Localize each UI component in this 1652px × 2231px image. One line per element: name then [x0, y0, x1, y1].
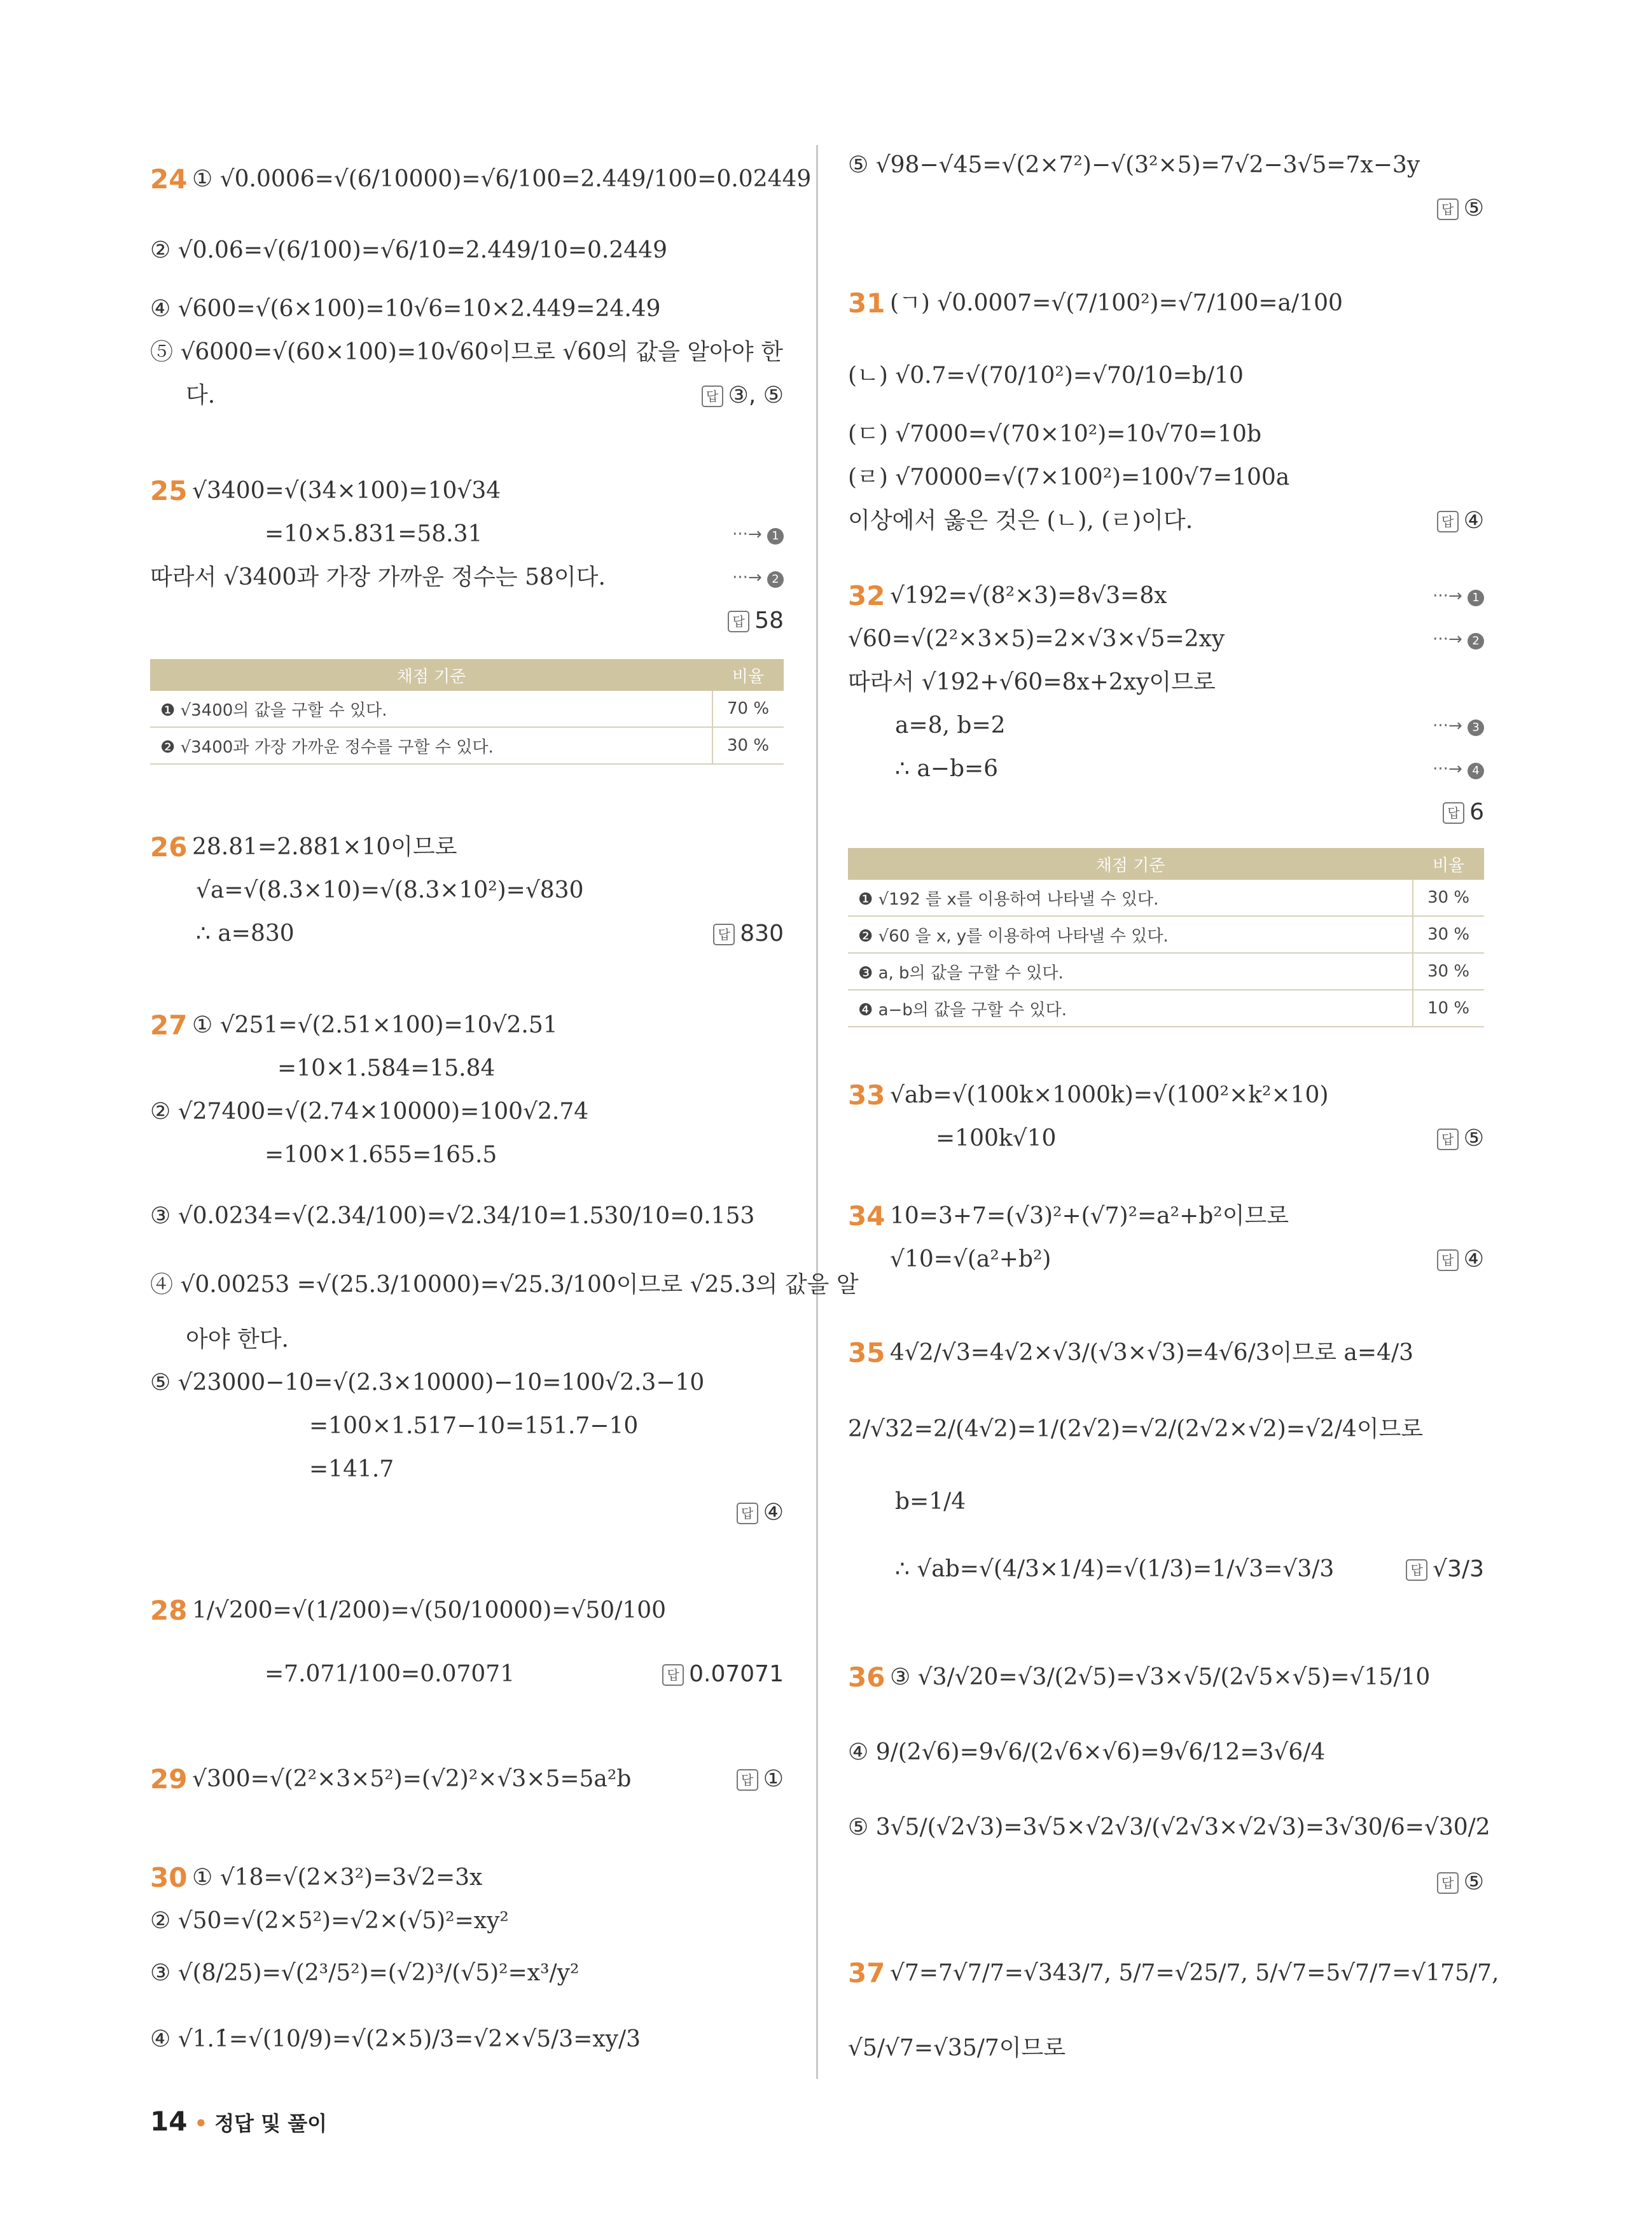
- problem-number: 34: [848, 1200, 885, 1232]
- answer-label: 답 √3/3: [1406, 1549, 1484, 1590]
- solution-line: √300=√(2²×3×5²)=(√2)²×√3×5=5a²b: [192, 1766, 632, 1792]
- solution-line: √7=7√7/7=√343/7, 5/7=√25/7, 5/√7=5√7/7=√175/7,: [890, 1960, 1499, 1986]
- step-marker: ···→ 1: [1433, 576, 1484, 616]
- answer-label: 답 58: [728, 601, 784, 641]
- answer-label: 답 ⑤: [1437, 188, 1484, 229]
- solution-line: √5/√7=√35/7이므로: [848, 2035, 1066, 2061]
- solution-line: ∴ a=830: [196, 921, 295, 947]
- solution-line: ④ √0.00253 =√(25.3/10000)=√25.3/100이므로 √25.3의 값을 알: [150, 1272, 859, 1298]
- solution-line: ⑤ √98−√45=√(2×7²)−√(3²×5)=7√2−3√5=7x−3y: [848, 152, 1420, 178]
- solution-line: =10×1.584=15.84: [277, 1055, 496, 1081]
- problem-number: 24: [150, 163, 188, 195]
- answer-label: 답 0.07071: [662, 1654, 784, 1695]
- problem-number: 30: [150, 1862, 188, 1893]
- solution-line: =7.071/100=0.07071: [265, 1661, 515, 1687]
- solution-line: 따라서 √3400과 가장 가까운 정수는 58이다.: [150, 564, 606, 590]
- solution-line: 10=3+7=(√3)²+(√7)²=a²+b²이므로: [890, 1203, 1289, 1229]
- answer-label: 답 ①: [737, 1759, 784, 1800]
- problem-number: 27: [150, 1010, 188, 1041]
- problem-number: 36: [848, 1662, 885, 1693]
- page-footer: [150, 2106, 327, 2137]
- problem-number: 26: [150, 831, 188, 863]
- solution-line: 28.81=2.881×10이므로: [192, 834, 457, 860]
- step-marker: ···→ 4: [1433, 749, 1484, 789]
- step-marker: ···→ 2: [1433, 619, 1484, 660]
- solution-line: 따라서 √192+√60=8x+2xy이므로: [848, 669, 1216, 695]
- table-header: 채점 기준: [150, 659, 712, 691]
- answer-icon: 답: [737, 1503, 758, 1524]
- solution-line: 1/√200=√(1/200)=√(50/10000)=√50/100: [192, 1597, 667, 1623]
- answer-icon: 답: [1437, 1129, 1459, 1150]
- problem-number: 37: [848, 1957, 885, 1989]
- solution-line: (ㄹ) √70000=√(7×100²)=100√7=100a: [848, 464, 1290, 490]
- table-row: ❹ a−b의 값을 구할 수 있다. 10 %: [848, 990, 1484, 1027]
- solution-line: ∴ √ab=√(4/3×1/4)=√(1/3)=1/√3=√3/3: [895, 1556, 1335, 1582]
- answer-icon: 답: [1437, 1872, 1459, 1894]
- answer-label: 답 ④: [737, 1492, 784, 1533]
- table-row: ❸ a, b의 값을 구할 수 있다. 30 %: [848, 953, 1484, 990]
- solution-line: (ㄷ) √7000=√(70×10²)=10√70=10b: [848, 421, 1262, 447]
- footer-separator: •: [194, 2111, 208, 2136]
- table-row: ❷ √3400과 가장 가까운 정수를 구할 수 있다. 30 %: [150, 727, 784, 764]
- problem-number: 31: [848, 288, 885, 319]
- answer-icon: 답: [737, 1769, 758, 1791]
- solution-line: =100×1.655=165.5: [265, 1142, 497, 1168]
- answer-icon: 답: [728, 611, 749, 632]
- answer-icon: 답: [1406, 1559, 1427, 1581]
- solution-line: (ㄱ) √0.0007=√(7/100²)=√7/100=a/100: [890, 290, 1343, 316]
- problem-number: 32: [848, 580, 885, 611]
- solution-line: 2/√32=2/(4√2)=1/(2√2)=√2/(2√2×√2)=√2/4이므로: [848, 1416, 1424, 1442]
- solution-line: ③ √0.0234=√(2.34/100)=√2.34/10=1.530/10=0.153: [150, 1203, 755, 1229]
- solution-line: ② √0.06=√(6/100)=√6/10=2.449/10=0.2449: [150, 237, 667, 263]
- problem-number: 33: [848, 1080, 885, 1111]
- table-header: 비율: [1413, 848, 1484, 880]
- answer-label: 답 ③, ⑤: [702, 375, 784, 416]
- solution-line: =100×1.517−10=151.7−10: [309, 1413, 639, 1439]
- solution-line: b=1/4: [895, 1489, 966, 1515]
- answer-icon: 답: [662, 1664, 684, 1686]
- problem-number: 35: [848, 1337, 885, 1368]
- answer-icon: 답: [713, 924, 735, 945]
- solution-line: √192=√(8²×3)=8√3=8x: [890, 583, 1167, 609]
- problem-number: 28: [150, 1595, 188, 1626]
- answer-icon: 답: [1437, 1249, 1459, 1271]
- solution-line: ① √0.0006=√(6/10000)=√6/100=2.449/100=0.02449: [192, 166, 812, 192]
- solution-line: (ㄴ) √0.7=√(70/10²)=√70/10=b/10: [848, 363, 1244, 389]
- grading-table: [848, 848, 1484, 1027]
- solution-line: √ab=√(100k×1000k)=√(100²×k²×10): [890, 1082, 1329, 1108]
- step-marker: ···→ 3: [1433, 705, 1484, 746]
- solution-line: 아야 한다.: [186, 1326, 289, 1352]
- table-header: 비율: [712, 659, 784, 691]
- solution-line: ③ √3/√20=√3/(2√5)=√3×√5/(2√5×√5)=√15/10: [890, 1664, 1431, 1690]
- table-row: ❶ √192 를 x를 이용하여 나타낼 수 있다. 30 %: [848, 880, 1484, 916]
- answer-label: 답 ⑤: [1437, 1118, 1484, 1159]
- footer-title: 정답 및 풀이: [214, 2111, 328, 2136]
- solution-line: =100k√10: [936, 1125, 1057, 1151]
- page-number: 14: [150, 2106, 188, 2137]
- solution-line: ④ √600=√(6×100)=10√6=10×2.449=24.49: [150, 296, 661, 322]
- answer-label: 답 ④: [1437, 501, 1484, 541]
- table-row: ❶ √3400의 값을 구할 수 있다. 70 %: [150, 691, 784, 727]
- column-divider: [816, 145, 818, 2079]
- solution-line: 이상에서 옳은 것은 (ㄴ), (ㄹ)이다.: [848, 508, 1193, 534]
- answer-label: 답 830: [713, 914, 784, 954]
- solution-line: ⑤ 3√5/(√2√3)=3√5×√2√3/(√2√3×√2√3)=3√30/6=√30/2: [848, 1814, 1490, 1840]
- step-marker: ···→ 2: [732, 557, 784, 598]
- solution-line: √60=√(2²×3×5)=2×√3×√5=2xy: [848, 626, 1225, 652]
- problem-number: 29: [150, 1763, 188, 1795]
- solution-line: √3400=√(34×100)=10√34: [192, 478, 501, 504]
- solution-line: ② √50=√(2×5²)=√2×(√5)²=xy²: [150, 1908, 509, 1934]
- answer-icon: 답: [1437, 511, 1459, 532]
- solution-line: √10=√(a²+b²): [890, 1246, 1052, 1272]
- solution-line: 4√2/√3=4√2×√3/(√3×√3)=4√6/3이므로 a=4/3: [890, 1340, 1413, 1366]
- solution-line: 다.: [186, 382, 216, 408]
- answer-icon: 답: [1437, 198, 1459, 220]
- step-marker: ···→ 1: [732, 514, 784, 555]
- solution-line: ① √251=√(2.51×100)=10√2.51: [192, 1012, 558, 1038]
- answer-label: 답 6: [1443, 792, 1484, 833]
- solution-line: ④ 9/(2√6)=9√6/(2√6×√6)=9√6/12=3√6/4: [848, 1739, 1326, 1765]
- problem-number: 25: [150, 475, 188, 506]
- answer-label: 답 ⑤: [1437, 1862, 1484, 1903]
- answer-icon: 답: [702, 386, 723, 407]
- solution-line: ∴ a−b=6: [895, 756, 999, 782]
- solution-line: ⑤ √23000−10=√(2.3×10000)−10=100√2.3−10: [150, 1370, 705, 1396]
- solution-line: √a=√(8.3×10)=√(8.3×10²)=√830: [196, 877, 584, 903]
- solution-line: ② √27400=√(2.74×10000)=100√2.74: [150, 1099, 589, 1125]
- table-row: ❷ √60 을 x, y를 이용하여 나타낼 수 있다. 30 %: [848, 916, 1484, 953]
- solution-line: ④ √1.1̇=√(10/9)=√(2×5)/3=√2×√5/3=xy/3: [150, 2026, 641, 2052]
- solution-line: =10×5.831=58.31: [265, 521, 483, 547]
- solution-line: ① √18=√(2×3²)=3√2=3x: [192, 1865, 483, 1891]
- solution-line: =141.7: [309, 1456, 394, 1482]
- answer-label: 답 ④: [1437, 1239, 1484, 1280]
- solution-line: ⑤ √6000=√(60×100)=10√60이므로 √60의 값을 알아야 한: [150, 339, 783, 365]
- solution-line: ③ √(8/25)=√(2³/5²)=(√2)³/(√5)²=x³/y²: [150, 1960, 580, 1986]
- table-header: 채점 기준: [848, 848, 1413, 880]
- solution-line: a=8, b=2: [895, 712, 1006, 739]
- grading-table: [150, 659, 784, 765]
- answer-icon: 답: [1443, 802, 1464, 824]
